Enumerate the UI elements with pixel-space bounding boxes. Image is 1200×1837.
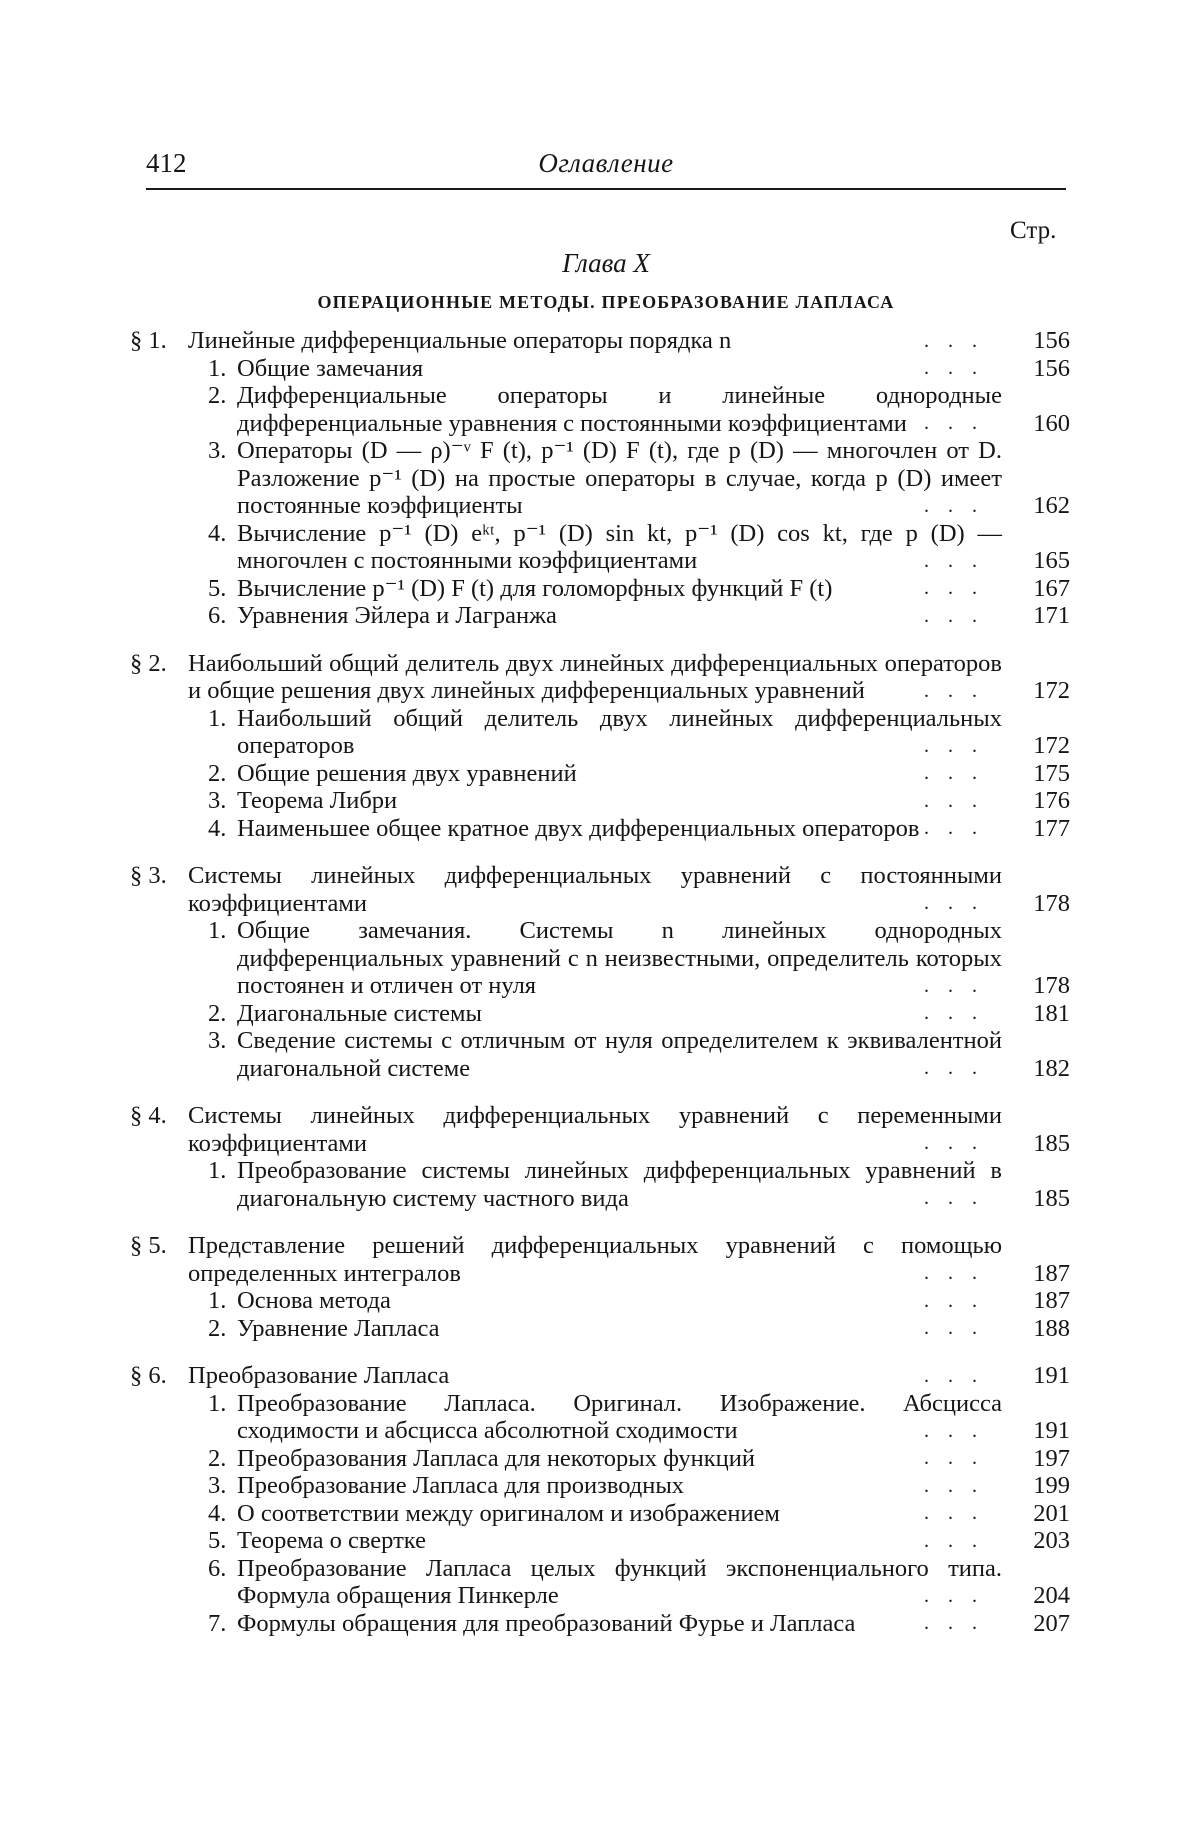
item-title: Вычисление p⁻¹ (D) F (t) для голоморфных функций F (t) [237,574,833,602]
dot-leader: . . . [924,1447,984,1469]
dot-leader: . . . [924,1317,984,1339]
item-number: 3. [208,437,227,464]
item-number: 6. [208,1554,227,1582]
item-title: Преобразование системы линейных дифференциальных уравнений в диагональную систему частного вида [237,1157,1002,1212]
item-number: 3. [208,1027,227,1054]
section-number: § 1. [130,327,167,354]
page-ref: 176 [1033,787,1070,814]
chapter-title: Глава X [562,248,650,278]
subsection-entry [130,787,1070,815]
page-ref: 187 [1033,1287,1070,1314]
section-entry [130,327,1070,355]
item-number: 6. [208,602,227,629]
item-title: Дифференциальные операторы и линейные однородные дифференциальные уравнения с постоянными коэффициентами [237,382,1002,437]
item-title: Общие замечания. Системы n линейных однородных дифференциальных уравнений с n неизвестными, определитель которых постоянен и отличен от нуля [237,917,1002,999]
item-number: 5. [208,1527,227,1554]
page-ref: 156 [1033,327,1070,354]
subsection-entry [130,917,1070,1000]
subsection-entry [130,1000,1070,1028]
chapter-heading: ОПЕРАЦИОННЫЕ МЕТОДЫ. ПРЕОБРАЗОВАНИЕ ЛАПЛАСА [317,292,895,312]
item-title: Сведение системы с отличным от нуля определителем к эквивалентной диагональной системе [237,1027,1002,1082]
page-ref: 175 [1033,759,1070,787]
dot-leader: . . . [924,1057,984,1079]
page-ref: 185 [1033,1129,1070,1157]
page-ref: 182 [1033,1054,1070,1082]
page-ref: 160 [1033,409,1070,437]
page-ref: 156 [1033,354,1070,382]
page-ref: 188 [1033,1314,1070,1342]
dot-leader: . . . [924,974,984,997]
page-number: 412 [146,148,187,178]
dot-leader: . . . [924,357,984,379]
item-title: Наибольший общий делитель двух линейных дифференциальных операторов [237,704,1002,759]
section-title: Представление решений дифференциальных уравнений с помощью определенных интегралов [188,1232,1002,1287]
page-ref: 177 [1033,814,1070,842]
dot-leader: . . . [924,1612,984,1634]
dot-leader: . . . [924,1584,984,1607]
subsection-entry [130,1472,1070,1500]
subsection-entry [130,1555,1070,1610]
item-title: Уравнения Эйлера и Лагранжа [237,602,557,629]
subsection-entry [130,437,1070,520]
page-ref: 172 [1033,677,1070,704]
page-ref: 185 [1033,1184,1070,1212]
item-title: Преобразования Лапласа для некоторых функций [237,1444,755,1472]
page-ref: 199 [1033,1472,1070,1499]
item-title: Преобразование Лапласа для производных [237,1472,685,1499]
item-number: 2. [208,1444,227,1472]
subsection-entry [130,1610,1070,1638]
item-title: Общие решения двух уравнений [237,759,577,787]
dot-leader: . . . [924,604,984,627]
subsection-entry [130,520,1070,575]
item-title: Преобразование Лапласа целых функций экспоненциального типа. Формула обращения Пинкерле [237,1554,1002,1609]
item-number: 3. [208,787,227,814]
dot-leader: . . . [924,1187,984,1209]
item-number: 4. [208,519,227,547]
item-number: 4. [208,814,227,842]
page-ref: 172 [1033,732,1070,759]
page-ref: 178 [1033,889,1070,917]
section-entry [130,1102,1070,1157]
page-ref: 191 [1033,1362,1070,1389]
toc-section [130,327,1070,630]
subsection-entry [130,382,1070,437]
dot-leader: . . . [924,1262,984,1284]
subsection-entry [130,1315,1070,1343]
subsection-entry [130,1027,1070,1082]
section-entry [130,862,1070,917]
section-entry [130,650,1070,705]
subsection-entry [130,705,1070,760]
dot-leader: . . . [924,1002,984,1024]
section-title: Преобразование Лапласа [188,1362,450,1389]
subsection-entry [130,355,1070,383]
dot-leader: . . . [924,1132,984,1154]
item-number: 1. [208,1287,227,1314]
page-ref: 162 [1033,492,1070,519]
subsection-entry [130,1287,1070,1315]
subsection-entry [130,1157,1070,1212]
section-title: Системы линейных дифференциальных уравнений с постоянными коэффициентами [188,862,1002,917]
item-title: Теорема Либри [237,787,398,814]
dot-leader: . . . [924,1419,984,1442]
dot-leader: . . . [924,577,984,599]
dot-leader: . . . [924,679,984,702]
section-number: § 6. [130,1362,167,1389]
dot-leader: . . . [924,817,984,839]
section-number: § 2. [130,649,167,677]
toc-section [130,1232,1070,1342]
subsection-entry [130,1500,1070,1528]
section-title: Наибольший общий делитель двух линейных дифференциальных операторов и общие решения двух линейных дифференциальных уравнений [188,649,1002,704]
subsection-entry [130,575,1070,603]
page-ref: 171 [1033,602,1070,629]
header-rule [146,188,1066,190]
section-title: Системы линейных дифференциальных уравнений с переменными коэффициентами [188,1102,1002,1157]
page-ref: 165 [1033,547,1070,574]
dot-leader: . . . [924,1289,984,1312]
item-title: Вычисление p⁻¹ (D) eᵏᵗ, p⁻¹ (D) sin kt, p⁻¹ (D) cos kt, где p (D) — многочлен с постоянными коэффициентами [237,519,1002,574]
dot-leader: . . . [924,549,984,572]
item-number: 5. [208,574,227,602]
item-number: 2. [208,999,227,1027]
item-title: О соответствии между оригиналом и изображением [237,1499,780,1527]
running-title: Оглавление [538,148,674,178]
dot-leader: . . . [924,412,984,434]
page-ref: 203 [1033,1527,1070,1554]
dot-leader: . . . [924,1474,984,1497]
section-entry [130,1362,1070,1390]
item-title: Уравнение Лапласа [237,1314,440,1342]
item-number: 1. [208,1389,227,1417]
dot-leader: . . . [924,494,984,517]
item-number: 2. [208,382,227,409]
subsection-entry [130,815,1070,843]
dot-leader: . . . [924,762,984,784]
page-ref: 167 [1033,574,1070,602]
item-title: Теорема о свертке [237,1527,426,1554]
dot-leader: . . . [924,892,984,914]
toc-section [130,1362,1070,1637]
section-number: § 3. [130,862,167,889]
item-title: Операторы (D — ρ)⁻ᵛ F (t), p⁻¹ (D) F (t), где p (D) — многочлен от D. Разложение p⁻¹ (D) на простые операторы в случае, когда p (D) имеет постоянные коэффициенты [237,437,1002,519]
section-title: Линейные дифференциальные операторы порядка n [188,327,732,354]
item-title: Наименьшее общее кратное двух дифференциальных операторов [237,814,920,842]
page-ref: 204 [1033,1582,1070,1609]
page-ref: 191 [1033,1417,1070,1444]
toc-section [130,862,1070,1082]
item-title: Диагональные системы [237,999,482,1027]
subsection-entry [130,1445,1070,1473]
dot-leader: . . . [924,789,984,812]
page-ref: 197 [1033,1444,1070,1472]
section-number: § 4. [130,1102,167,1129]
dot-leader: . . . [924,329,984,352]
page-ref: 178 [1033,972,1070,999]
subsection-entry [130,602,1070,630]
dot-leader: . . . [924,1502,984,1524]
item-number: 2. [208,759,227,787]
running-head [146,142,1066,182]
subsection-entry [130,1527,1070,1555]
page-ref: 187 [1033,1259,1070,1287]
dot-leader: . . . [924,1529,984,1552]
dot-leader: . . . [924,1364,984,1387]
item-title: Преобразование Лапласа. Оригинал. Изображение. Абсцисса сходимости и абсцисса абсолютной сходимости [237,1389,1002,1444]
item-title: Общие замечания [237,354,424,382]
toc-section [130,1102,1070,1212]
page-ref: 201 [1033,1499,1070,1527]
item-number: 4. [208,1499,227,1527]
table-of-contents [130,327,1070,1657]
item-number: 1. [208,704,227,732]
toc-section [130,650,1070,843]
section-number: § 5. [130,1232,167,1259]
item-number: 7. [208,1609,227,1637]
item-title: Основа метода [237,1287,391,1314]
item-number: 1. [208,917,227,944]
item-number: 1. [208,1157,227,1184]
subsection-entry [130,760,1070,788]
section-entry [130,1232,1070,1287]
page-ref: 207 [1033,1609,1070,1637]
subsection-entry [130,1390,1070,1445]
dot-leader: . . . [924,734,984,757]
page-ref: 181 [1033,999,1070,1027]
page-column-label: Стр. [1010,217,1057,244]
item-number: 3. [208,1472,227,1499]
item-number: 1. [208,354,227,382]
item-title: Формулы обращения для преобразований Фурье и Лапласа [237,1609,856,1637]
item-number: 2. [208,1314,227,1342]
